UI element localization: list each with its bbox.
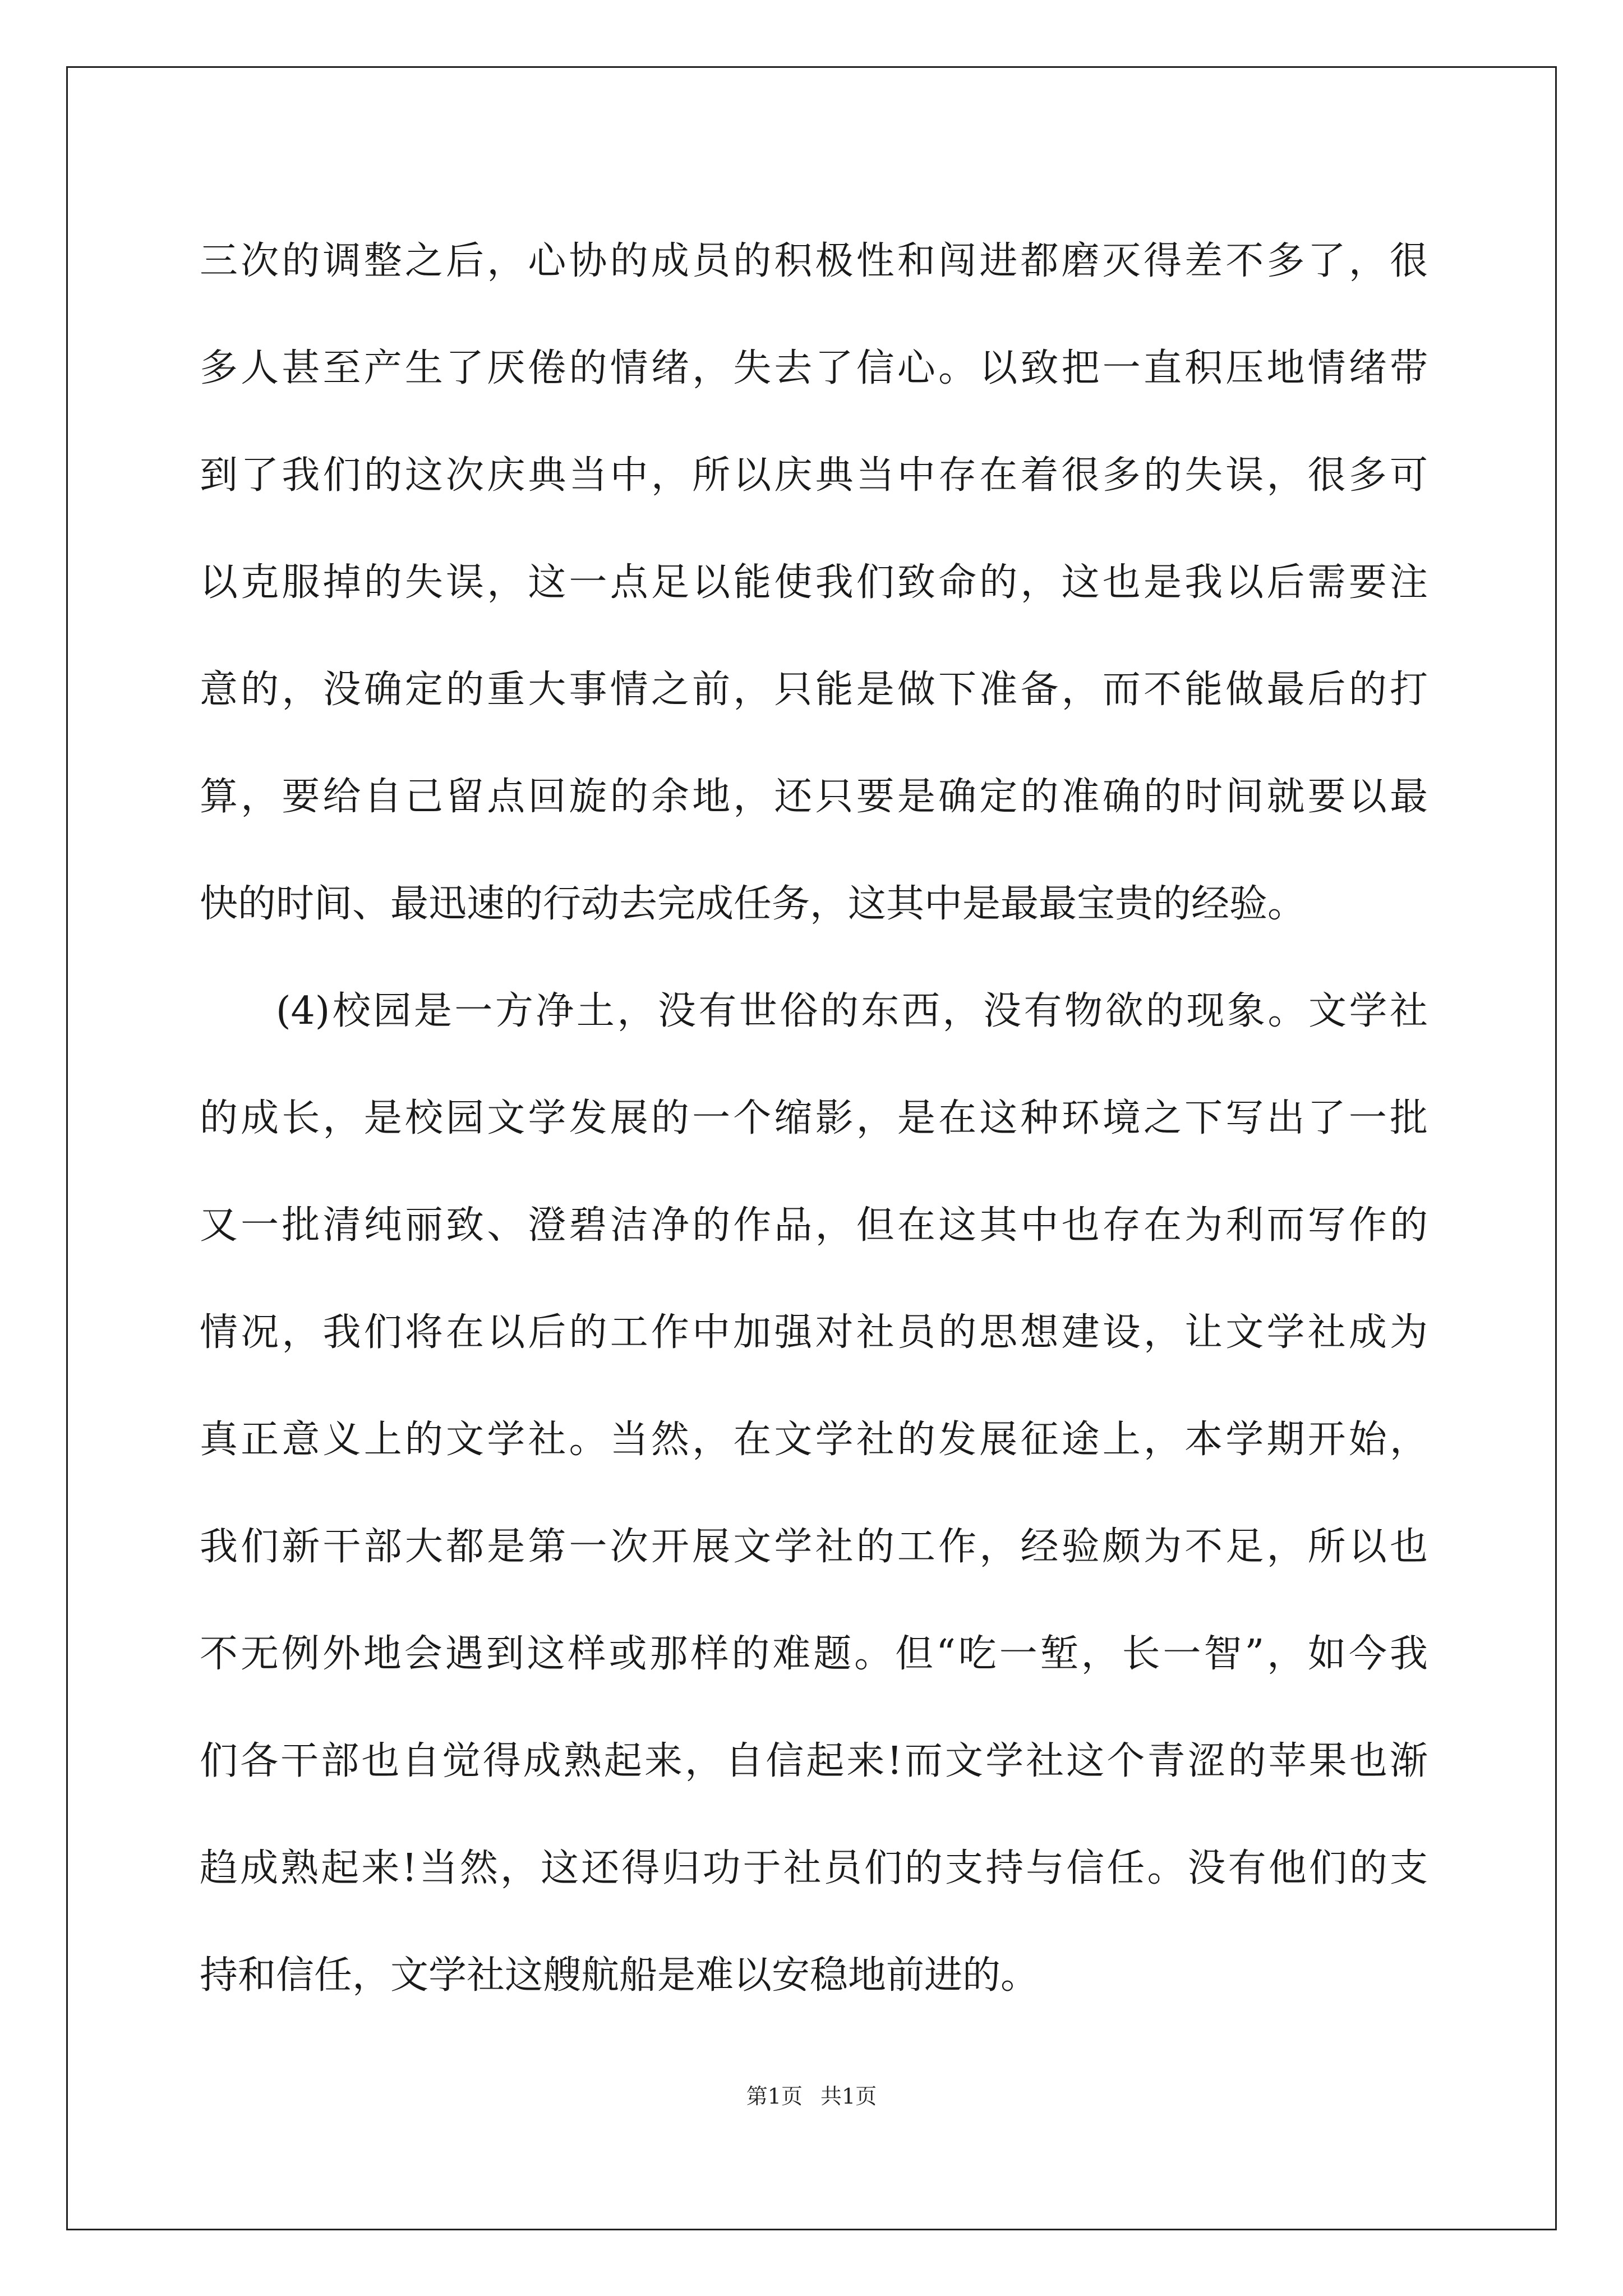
text-line: 不无例外地会遇到这样或那样的难题。但“吃一堑，长一智”，如今我 [200,1632,1428,1676]
paragraph-start-line: (4)校园是一方净土，没有世俗的东西，没有物欲的现象。文学社 [276,989,1428,1033]
text-line: 真正意义上的文学社。当然，在文学社的发展征途上，本学期开始， [200,1418,1428,1462]
text-line: 以克服掉的失误，这一点足以能使我们致命的，这也是我以后需要注 [200,560,1428,605]
text-line: 趋成熟起来!当然，这还得归功于社员们的支持与信任。没有他们的支 [200,1846,1428,1890]
text-line: 又一批清纯丽致、澄碧洁净的作品，但在这其中也存在为利而写作的 [200,1203,1428,1248]
text-line: 快的时间、最迅速的行动去完成任务，这其中是最最宝贵的经验。 [200,882,1306,926]
text-line: 的成长，是校园文学发展的一个缩影，是在这种环境之下写出了一批 [200,1096,1428,1140]
text-line: 们各干部也自觉得成熟起来，自信起来!而文学社这个青涩的苹果也渐 [200,1739,1428,1783]
text-line: 持和信任，文学社这艘航船是难以安稳地前进的。 [200,1953,1039,1998]
document-body [200,208,1428,2029]
text-line: 三次的调整之后，心协的成员的积极性和闯进都磨灭得差不多了，很 [200,239,1428,283]
page-footer [0,2082,1623,2110]
page-count: 共1页 [820,2084,877,2109]
text-line: 情况，我们将在以后的工作中加强对社员的思想建设，让文学社成为 [200,1310,1428,1355]
page-number: 第1页 [746,2084,803,2109]
text-line: 到了我们的这次庆典当中，所以庆典当中存在着很多的失误，很多可 [200,453,1428,498]
text-line: 算，要给自己留点回旋的余地，还只要是确定的准确的时间就要以最 [200,775,1428,819]
text-line: 意的，没确定的重大事情之前，只能是做下准备，而不能做最后的打 [200,668,1428,712]
text-line: 多人甚至产生了厌倦的情绪，失去了信心。以致把一直积压地情绪带 [200,346,1428,390]
text-line: 我们新干部大都是第一次开展文学社的工作，经验颇为不足，所以也 [200,1525,1428,1569]
